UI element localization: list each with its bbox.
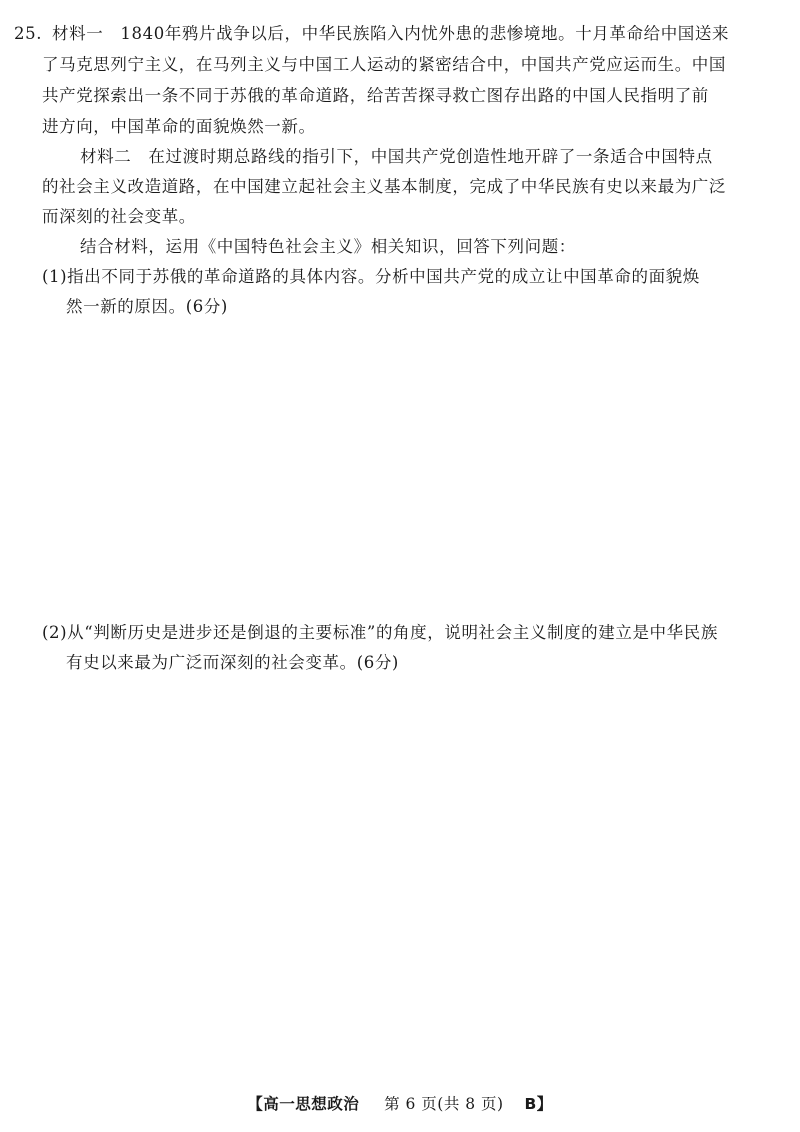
material2-line-2: 的社会主义改造道路，在中国建立起社会主义基本制度，完成了中华民族有史以来最为广泛 [42,177,726,196]
material1-line-2: 了马克思列宁主义，在马列主义与中国工人运动的紧密结合中，中国共产党应运而生。中国 [42,55,726,74]
sub-question-1-line-1: (1)指出不同于苏俄的革命道路的具体内容。分析中国共产党的成立让中国革命的面貌焕 [42,267,700,286]
material1-text-1: 材料一 1840年鸦片战争以后，中华民族陷入内忧外患的悲惨境地。十月革命给中国送来 [52,24,730,43]
instruction: 结合材料，运用《中国特色社会主义》相关知识，回答下列问题： [80,237,576,256]
sub-question-2-line-2: 有史以来最为广泛而深刻的社会变革。(6分) [66,653,399,672]
question-number: 25. [14,24,43,43]
footer-version: B】 [524,1095,553,1113]
page-footer [0,1092,800,1116]
material2-line-1: 材料二 在过渡时期总路线的指引下，中国共产党创造性地开辟了一条适合中国特点 [80,147,713,166]
sub-question-2-line-1: (2)从“判断历史是进步还是倒退的主要标准”的角度，说明社会主义制度的建立是中华民族 [42,623,718,642]
footer-page-info: 第 6 页(共 8 页) [384,1095,504,1113]
material1-line-3: 共产党探索出一条不同于苏俄的革命道路，给苦苦探寻救亡图存出路的中国人民指明了前 [42,86,709,105]
material2-line-3: 而深刻的社会变革。 [42,207,196,226]
answer-area-2[interactable] [42,684,762,1074]
answer-area-1[interactable] [42,326,762,616]
material1-line-1 [14,19,729,49]
footer-subject: 【高一思想政治 [247,1095,360,1113]
sub-question-1-line-2: 然一新的原因。(6分) [66,297,228,316]
material1-line-4: 进方向，中国革命的面貌焕然一新。 [42,117,316,136]
